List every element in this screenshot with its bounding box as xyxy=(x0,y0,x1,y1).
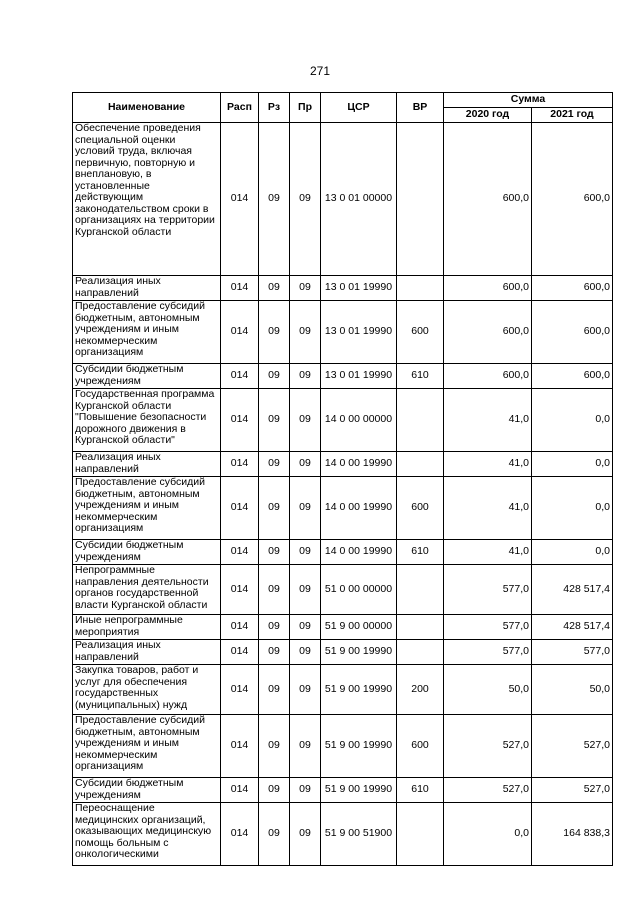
row-sum-2021: 0,0 xyxy=(532,540,613,565)
row-name: Реализация иных направлений xyxy=(73,276,221,301)
table-row xyxy=(73,803,613,866)
row-csr: 51 0 00 00000 xyxy=(321,565,397,615)
row-rasp: 014 xyxy=(221,615,259,640)
row-vr: 610 xyxy=(397,778,444,803)
table-row xyxy=(73,665,613,715)
row-csr: 51 9 00 00000 xyxy=(321,615,397,640)
row-vr: 610 xyxy=(397,364,444,389)
row-rasp: 014 xyxy=(221,477,259,540)
row-vr: 600 xyxy=(397,477,444,540)
row-rz: 09 xyxy=(259,615,290,640)
row-csr: 13 0 01 19990 xyxy=(321,301,397,364)
row-sum-2020: 600,0 xyxy=(444,364,532,389)
row-sum-2020: 527,0 xyxy=(444,778,532,803)
row-rz: 09 xyxy=(259,803,290,866)
row-pr: 09 xyxy=(290,778,321,803)
row-pr: 09 xyxy=(290,276,321,301)
row-sum-2020: 41,0 xyxy=(444,540,532,565)
row-sum-2021: 527,0 xyxy=(532,715,613,778)
col-header-rz: Рз xyxy=(259,93,290,123)
row-sum-2020: 41,0 xyxy=(444,477,532,540)
col-header-rasp: Расп xyxy=(221,93,259,123)
row-pr: 09 xyxy=(290,123,321,276)
row-rasp: 014 xyxy=(221,640,259,665)
row-rz: 09 xyxy=(259,778,290,803)
row-name: Субсидии бюджетным учреждениям xyxy=(73,778,221,803)
row-name: Иные непрограммные мероприятия xyxy=(73,615,221,640)
row-rz: 09 xyxy=(259,540,290,565)
row-sum-2021: 600,0 xyxy=(532,364,613,389)
row-pr: 09 xyxy=(290,615,321,640)
col-header-2021: 2021 год xyxy=(532,108,613,123)
table-row xyxy=(73,715,613,778)
row-sum-2021: 50,0 xyxy=(532,665,613,715)
row-vr: 600 xyxy=(397,301,444,364)
budget-table xyxy=(72,92,613,866)
col-header-vr: ВР xyxy=(397,93,444,123)
row-csr: 14 0 00 00000 xyxy=(321,389,397,452)
row-rz: 09 xyxy=(259,665,290,715)
row-csr: 51 9 00 19990 xyxy=(321,640,397,665)
row-sum-2021: 428 517,4 xyxy=(532,615,613,640)
row-pr: 09 xyxy=(290,452,321,477)
row-vr xyxy=(397,452,444,477)
row-csr: 51 9 00 51900 xyxy=(321,803,397,866)
col-header-name: Наименование xyxy=(73,93,221,123)
row-csr: 13 0 01 00000 xyxy=(321,123,397,276)
row-sum-2020: 577,0 xyxy=(444,565,532,615)
row-sum-2021: 164 838,3 xyxy=(532,803,613,866)
row-rz: 09 xyxy=(259,364,290,389)
table-row xyxy=(73,364,613,389)
row-pr: 09 xyxy=(290,565,321,615)
row-csr: 51 9 00 19990 xyxy=(321,715,397,778)
row-sum-2020: 577,0 xyxy=(444,615,532,640)
row-rz: 09 xyxy=(259,640,290,665)
row-name: Субсидии бюджетным учреждениям xyxy=(73,540,221,565)
row-csr: 13 0 01 19990 xyxy=(321,364,397,389)
row-vr xyxy=(397,389,444,452)
row-pr: 09 xyxy=(290,301,321,364)
row-rz: 09 xyxy=(259,452,290,477)
row-name: Переоснащение медицинских организаций, оказывающих медицинскую помощь больным с онкологическими xyxy=(73,803,221,866)
col-header-2020: 2020 год xyxy=(444,108,532,123)
row-rz: 09 xyxy=(259,565,290,615)
row-sum-2020: 0,0 xyxy=(444,803,532,866)
row-vr xyxy=(397,123,444,276)
row-rasp: 014 xyxy=(221,389,259,452)
row-rz: 09 xyxy=(259,389,290,452)
row-sum-2021: 527,0 xyxy=(532,778,613,803)
row-pr: 09 xyxy=(290,477,321,540)
row-rz: 09 xyxy=(259,301,290,364)
row-csr: 14 0 00 19990 xyxy=(321,477,397,540)
col-header-sum: Сумма xyxy=(444,93,613,108)
table-row xyxy=(73,640,613,665)
row-csr: 51 9 00 19990 xyxy=(321,665,397,715)
row-rasp: 014 xyxy=(221,665,259,715)
row-rasp: 014 xyxy=(221,540,259,565)
row-rasp: 014 xyxy=(221,123,259,276)
row-vr xyxy=(397,803,444,866)
row-csr: 14 0 00 19990 xyxy=(321,540,397,565)
col-header-pr: Пр xyxy=(290,93,321,123)
row-name: Предоставление субсидий бюджетным, автономным учреждениям и иным некоммерческим организациям xyxy=(73,477,221,540)
row-sum-2020: 600,0 xyxy=(444,123,532,276)
row-pr: 09 xyxy=(290,640,321,665)
row-rasp: 014 xyxy=(221,276,259,301)
row-vr: 200 xyxy=(397,665,444,715)
row-vr xyxy=(397,640,444,665)
col-header-csr: ЦСР xyxy=(321,93,397,123)
row-sum-2020: 41,0 xyxy=(444,452,532,477)
table-body xyxy=(73,123,613,866)
row-rz: 09 xyxy=(259,715,290,778)
row-vr xyxy=(397,565,444,615)
row-vr: 600 xyxy=(397,715,444,778)
row-sum-2020: 527,0 xyxy=(444,715,532,778)
row-name: Предоставление субсидий бюджетным, автономным учреждениям и иным некоммерческим организациям xyxy=(73,715,221,778)
row-pr: 09 xyxy=(290,540,321,565)
row-sum-2020: 41,0 xyxy=(444,389,532,452)
row-sum-2020: 600,0 xyxy=(444,301,532,364)
row-sum-2020: 600,0 xyxy=(444,276,532,301)
table-row xyxy=(73,301,613,364)
row-pr: 09 xyxy=(290,803,321,866)
table-row xyxy=(73,276,613,301)
table-row xyxy=(73,778,613,803)
row-csr: 14 0 00 19990 xyxy=(321,452,397,477)
table-row xyxy=(73,540,613,565)
row-rasp: 014 xyxy=(221,778,259,803)
row-name: Непрограммные направления деятельности органов государственной власти Курганской области xyxy=(73,565,221,615)
row-rz: 09 xyxy=(259,123,290,276)
row-name: Обеспечение проведения специальной оценки условий труда, включая первичную, повторную и внеплановую, в установленные действующим законодательством сроки в организациях на территории Курганской области xyxy=(73,123,221,276)
row-rasp: 014 xyxy=(221,803,259,866)
row-rz: 09 xyxy=(259,477,290,540)
row-name: Закупка товаров, работ и услуг для обеспечения государственных (муниципальных) нужд xyxy=(73,665,221,715)
row-rasp: 014 xyxy=(221,452,259,477)
page-number: 271 xyxy=(309,64,331,78)
row-rasp: 014 xyxy=(221,715,259,778)
row-rasp: 014 xyxy=(221,565,259,615)
table-row xyxy=(73,615,613,640)
table-row xyxy=(73,565,613,615)
row-vr xyxy=(397,615,444,640)
row-name: Субсидии бюджетным учреждениям xyxy=(73,364,221,389)
row-pr: 09 xyxy=(290,364,321,389)
row-sum-2021: 600,0 xyxy=(532,301,613,364)
table-row xyxy=(73,452,613,477)
table-row xyxy=(73,477,613,540)
row-name: Предоставление субсидий бюджетным, автономным учреждениям и иным некоммерческим организациям xyxy=(73,301,221,364)
row-sum-2021: 0,0 xyxy=(532,389,613,452)
row-name: Реализация иных направлений xyxy=(73,640,221,665)
row-pr: 09 xyxy=(290,715,321,778)
row-pr: 09 xyxy=(290,389,321,452)
row-rasp: 014 xyxy=(221,364,259,389)
row-sum-2021: 600,0 xyxy=(532,276,613,301)
row-sum-2021: 577,0 xyxy=(532,640,613,665)
row-sum-2020: 50,0 xyxy=(444,665,532,715)
table-row xyxy=(73,123,613,276)
row-csr: 51 9 00 19990 xyxy=(321,778,397,803)
row-rasp: 014 xyxy=(221,301,259,364)
row-name: Реализация иных направлений xyxy=(73,452,221,477)
row-rz: 09 xyxy=(259,276,290,301)
row-vr: 610 xyxy=(397,540,444,565)
header-row xyxy=(73,93,613,108)
row-name: Государственная программа Курганской области "Повышение безопасности дорожного движения в Курганской области" xyxy=(73,389,221,452)
row-sum-2021: 0,0 xyxy=(532,452,613,477)
row-sum-2021: 600,0 xyxy=(532,123,613,276)
row-vr xyxy=(397,276,444,301)
row-sum-2020: 577,0 xyxy=(444,640,532,665)
row-pr: 09 xyxy=(290,665,321,715)
row-sum-2021: 428 517,4 xyxy=(532,565,613,615)
row-csr: 13 0 01 19990 xyxy=(321,276,397,301)
row-sum-2021: 0,0 xyxy=(532,477,613,540)
table-row xyxy=(73,389,613,452)
